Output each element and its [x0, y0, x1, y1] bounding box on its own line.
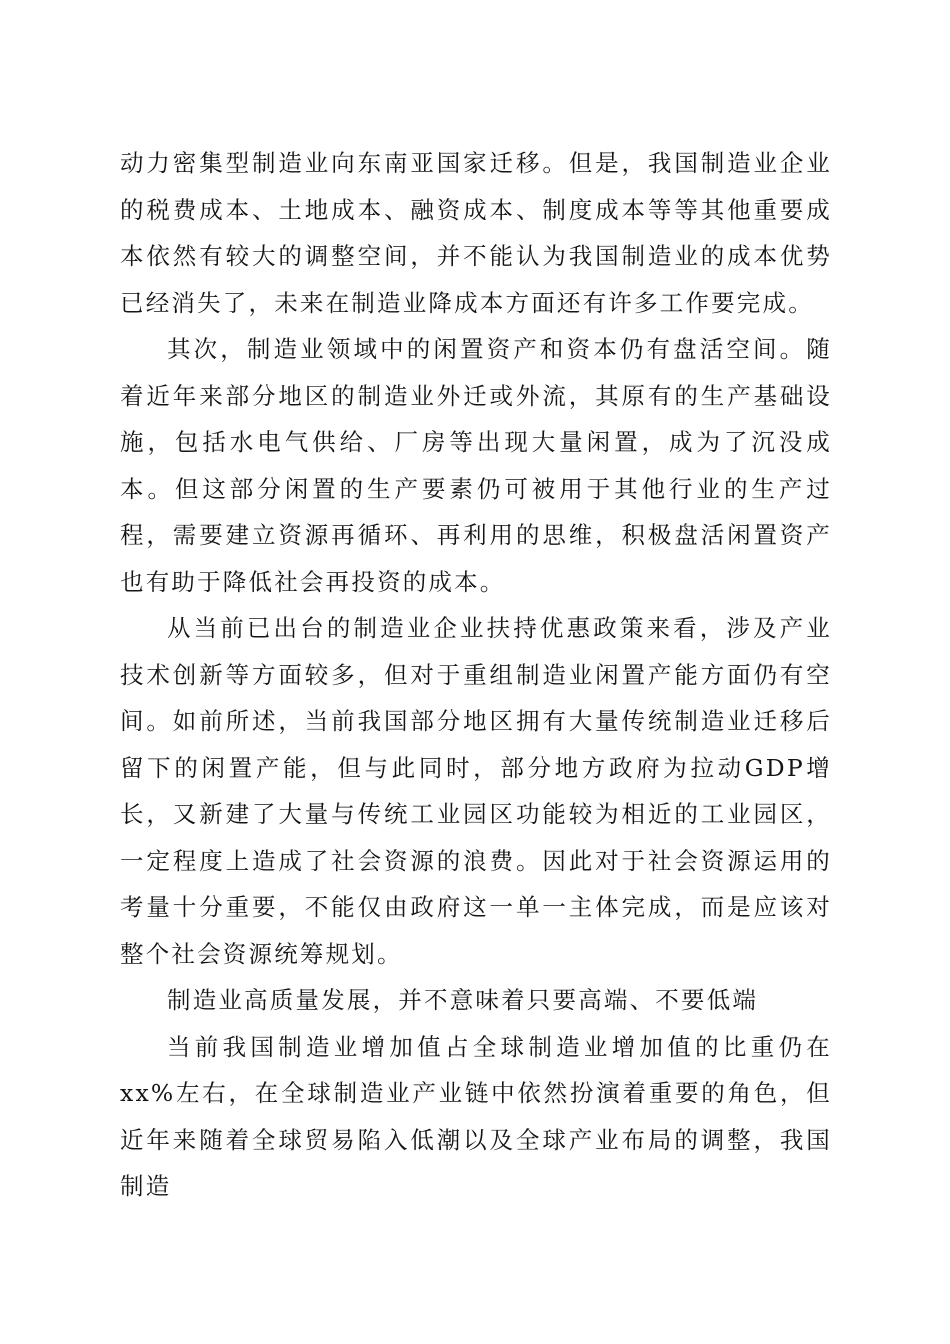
paragraph-3: 从当前已出台的制造业企业扶持优惠政策来看，涉及产业技术创新等方面较多，但对于重组制造业闲置产能方面仍有空间。如前所述，当前我国部分地区拥有大量传统制造业迁移后留下的闲置产能，但与此同时，部分地方政府为拉动GDP增长，又新建了大量与传统工业园区功能较为相近的工业园区，一定程度上造成了社会资源的浪费。因此对于社会资源运用的考量十分重要，不能仅由政府这一单一主体完成，而是应该对整个社会资源统筹规划。: [120, 614, 832, 968]
document-page: [120, 140, 832, 1210]
paragraph-4: 当前我国制造业增加值占全球制造业增加值的比重仍在xx%左右，在全球制造业产业链中依然扮演着重要的角色，但近年来随着全球贸易陷入低潮以及全球产业布局的调整，我国制造: [120, 1032, 832, 1200]
section-heading: 制造业高质量发展，并不意味着只要高端、不要低端: [167, 986, 759, 1014]
paragraph-2: 其次，制造业领域中的闲置资产和资本仍有盘活空间。随着近年来部分地区的制造业外迁或外流，其原有的生产基础设施，包括水电气供给、厂房等出现大量闲置，成为了沉没成本。但这部分闲置的生产要素仍可被用于其他行业的生产过程，需要建立资源再循环、再利用的思维，积极盘活闲置资产也有助于降低社会再投资的成本。: [120, 335, 832, 596]
paragraph-1: 动力密集型制造业向东南亚国家迁移。但是，我国制造业企业的税费成本、土地成本、融资成本、制度成本等等其他重要成本依然有较大的调整空间，并不能认为我国制造业的成本优势已经消失了，未来在制造业降成本方面还有许多工作要完成。: [120, 149, 832, 317]
